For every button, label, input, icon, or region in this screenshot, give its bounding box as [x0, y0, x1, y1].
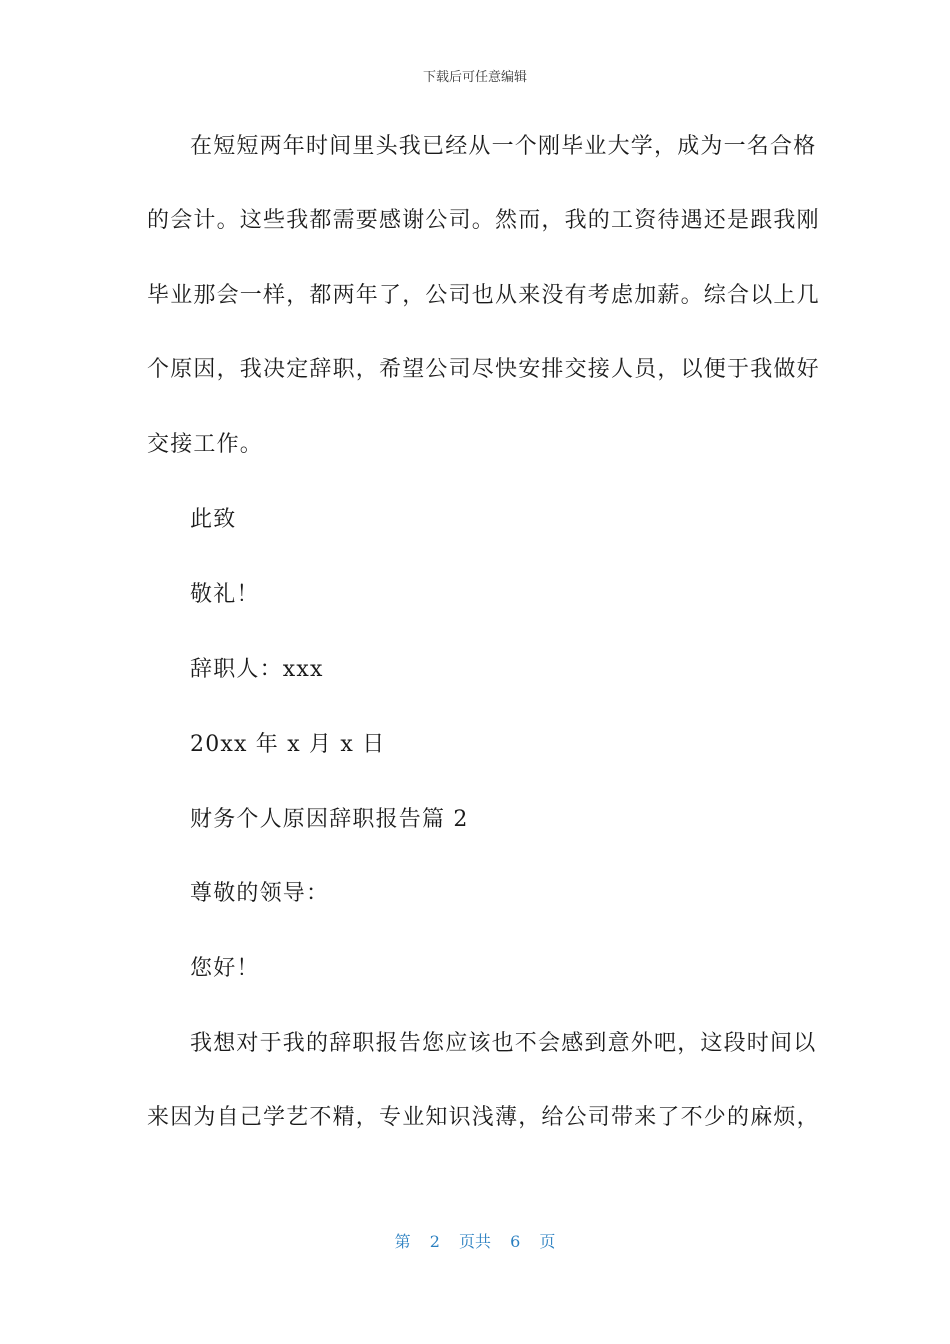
- section-title: 财务个人原因辞职报告篇 2: [190, 807, 469, 832]
- salutation-line: 敬礼！: [190, 582, 260, 607]
- paragraph-line: 我想对于我的辞职报告您应该也不会感到意外吧，这段时间以: [190, 1031, 817, 1056]
- page-footer: 第 2 页共 6 页: [394, 1232, 556, 1251]
- paragraph-line: 毕业那会一样，都两年了，公司也从来没有考虑加薪。综合以上几: [147, 283, 820, 308]
- greeting-line: 尊敬的领导：: [190, 881, 330, 906]
- paragraph-line: 交接工作。: [147, 432, 264, 457]
- paragraph-line: 在短短两年时间里头我已经从一个刚毕业大学，成为一名合格: [190, 134, 817, 159]
- closing-line: 此致: [190, 507, 237, 532]
- paragraph-line: 个原因，我决定辞职，希望公司尽快安排交接人员，以便于我做好: [147, 357, 820, 382]
- greeting-line: 您好！: [190, 956, 260, 981]
- paragraph-line: 来因为自己学艺不精，专业知识浅薄，给公司带来了不少的麻烦，: [147, 1105, 820, 1130]
- date-line: 20xx 年 x 月 x 日: [190, 732, 386, 757]
- page-header: 下载后可任意编辑: [422, 70, 527, 85]
- paragraph-line: 的会计。这些我都需要感谢公司。然而，我的工资待遇还是跟我刚: [147, 208, 820, 233]
- signature-line: 辞职人：xxx: [190, 657, 324, 682]
